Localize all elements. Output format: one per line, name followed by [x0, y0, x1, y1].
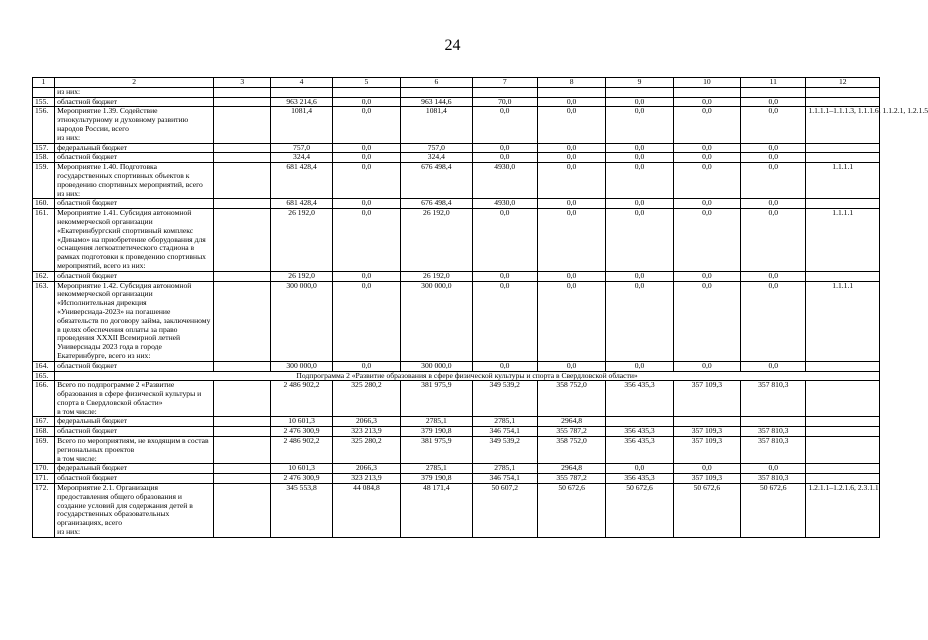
- value-cell: 50 672,6: [606, 484, 673, 538]
- value-cell: [537, 87, 605, 97]
- value-cell: 0,0: [673, 361, 740, 371]
- value-cell: 379 190,8: [401, 474, 472, 484]
- row-name: областной бюджет: [55, 97, 214, 107]
- value-cell: 0,0: [472, 209, 537, 272]
- value-cell: 2066,3: [332, 417, 400, 427]
- value-cell: 2 476 300,9: [271, 427, 332, 437]
- value-cell: 0,0: [472, 107, 537, 143]
- header-row: [33, 78, 880, 88]
- value-cell: 0,0: [472, 143, 537, 153]
- header-cell: 12: [806, 78, 880, 88]
- value-cell: 345 553,8: [271, 484, 332, 538]
- value-cell: [741, 87, 806, 97]
- value-cell: 0,0: [537, 271, 605, 281]
- header-cell: 9: [606, 78, 673, 88]
- value-cell: 0,0: [673, 143, 740, 153]
- value-cell: 323 213,9: [332, 427, 400, 437]
- value-cell: 0,0: [606, 271, 673, 281]
- value-cell: 0,0: [673, 199, 740, 209]
- value-cell: 358 752,0: [537, 381, 605, 417]
- row-name: областной бюджет: [55, 271, 214, 281]
- value-cell: [214, 143, 271, 153]
- value-cell: 349 539,2: [472, 437, 537, 464]
- table-row: [33, 107, 880, 143]
- value-cell: 0,0: [537, 199, 605, 209]
- row-number: 163.: [33, 281, 55, 361]
- value-cell: 0,0: [332, 271, 400, 281]
- row-name: областной бюджет: [55, 361, 214, 371]
- row-number: 160.: [33, 199, 55, 209]
- row-number: 166.: [33, 381, 55, 417]
- value-cell: 0,0: [606, 464, 673, 474]
- value-cell: [332, 87, 400, 97]
- value-cell: 0,0: [741, 163, 806, 199]
- value-cell: 0,0: [537, 107, 605, 143]
- table-row: [33, 281, 880, 361]
- subprogram-title: Подпрограмма 2 «Развитие образования в сфере физической культуры и спорта в Свердловской области»: [55, 371, 880, 381]
- value-cell: 2964,8: [537, 417, 605, 427]
- value-cell: 676 498,4: [401, 199, 472, 209]
- value-cell: 355 787,2: [537, 427, 605, 437]
- value-cell: 26 192,0: [401, 271, 472, 281]
- value-cell: 357 810,3: [741, 381, 806, 417]
- row-name: Мероприятие 1.40. Подготовка государственных спортивных объектов к проведению спортивных мероприятий, всего из них:: [55, 163, 214, 199]
- value-cell: [214, 464, 271, 474]
- row-name: Всего по подпрограмме 2 «Развитие образования в сфере физической культуры и спорта в Свердловской области» в том числе:: [55, 381, 214, 417]
- value-cell: 0,0: [537, 209, 605, 272]
- header-cell: 8: [537, 78, 605, 88]
- row-number: 158.: [33, 153, 55, 163]
- value-cell: 0,0: [606, 361, 673, 371]
- value-cell: 2 486 902,2: [271, 381, 332, 417]
- target-cell: 1.1.1.1: [806, 163, 880, 199]
- value-cell: 324,4: [271, 153, 332, 163]
- value-cell: 0,0: [741, 199, 806, 209]
- value-cell: 50 672,6: [673, 484, 740, 538]
- target-cell: [806, 87, 880, 97]
- value-cell: [214, 199, 271, 209]
- table-row: [33, 97, 880, 107]
- value-cell: 4930,0: [472, 163, 537, 199]
- row-name: Мероприятие 1.41. Субсидия автономной некоммерческой организации «Екатеринбургский спортивный комплекс «Динамо» на приобретение оборудования для оснащения легкоатлетического стадиона в рамках подготовки к проведению спортивных мероприятий, всего из них:: [55, 209, 214, 272]
- value-cell: 381 975,9: [401, 437, 472, 464]
- value-cell: 0,0: [332, 199, 400, 209]
- value-cell: 70,0: [472, 97, 537, 107]
- target-cell: 1.1.1.1: [806, 209, 880, 272]
- value-cell: 325 280,2: [332, 437, 400, 464]
- value-cell: 356 435,3: [606, 381, 673, 417]
- budget-table: [32, 77, 928, 538]
- row-name: федеральный бюджет: [55, 143, 214, 153]
- value-cell: 2 486 902,2: [271, 437, 332, 464]
- value-cell: 10 601,3: [271, 417, 332, 427]
- value-cell: 1081,4: [401, 107, 472, 143]
- header-cell: 6: [401, 78, 472, 88]
- value-cell: 0,0: [606, 97, 673, 107]
- header-cell: 7: [472, 78, 537, 88]
- value-cell: [214, 87, 271, 97]
- value-cell: 0,0: [741, 153, 806, 163]
- value-cell: 0,0: [741, 361, 806, 371]
- target-cell: 1.1.1.1–1.1.1.3, 1.1.1.6, 1.1.2.1, 1.2.1.5: [806, 107, 880, 143]
- table-row: [33, 153, 880, 163]
- value-cell: 2066,3: [332, 464, 400, 474]
- row-number: 155.: [33, 97, 55, 107]
- value-cell: [214, 281, 271, 361]
- row-number: 165.: [33, 371, 55, 381]
- row-name: областной бюджет: [55, 427, 214, 437]
- table-row: [33, 209, 880, 272]
- value-cell: 0,0: [606, 107, 673, 143]
- value-cell: 681 428,4: [271, 199, 332, 209]
- value-cell: 0,0: [606, 199, 673, 209]
- row-name: Всего по мероприятиям, не входящим в состав региональных проектов в том числе:: [55, 437, 214, 464]
- row-number: [33, 87, 55, 97]
- value-cell: 324,4: [401, 153, 472, 163]
- value-cell: 0,0: [606, 281, 673, 361]
- table-row: [33, 163, 880, 199]
- table-row: [33, 474, 880, 484]
- row-number: 167.: [33, 417, 55, 427]
- value-cell: 0,0: [537, 281, 605, 361]
- row-name: Мероприятие 1.42. Субсидия автономной некоммерческой организации «Исполнительная дирекция «Универсиада-2023» на погашение обязательств по договору займа, заключенному в целях обеспечения оплаты за право проведения XXXII Всемирной летней Универсиады 2023 года в городе Екатеринбурге, всего из них:: [55, 281, 214, 361]
- header-cell: 2: [55, 78, 214, 88]
- value-cell: 0,0: [332, 163, 400, 199]
- row-name: областной бюджет: [55, 474, 214, 484]
- value-cell: 357 810,3: [741, 474, 806, 484]
- row-number: 156.: [33, 107, 55, 143]
- value-cell: 26 192,0: [401, 209, 472, 272]
- value-cell: [401, 87, 472, 97]
- value-cell: 0,0: [741, 464, 806, 474]
- table-row: [33, 484, 880, 538]
- table-row: [33, 464, 880, 474]
- target-cell: [806, 427, 880, 437]
- value-cell: 0,0: [332, 209, 400, 272]
- target-cell: [806, 143, 880, 153]
- table-row: [33, 87, 880, 97]
- value-cell: 0,0: [606, 143, 673, 153]
- value-cell: 2785,1: [472, 417, 537, 427]
- value-cell: [214, 107, 271, 143]
- value-cell: 300 000,0: [271, 361, 332, 371]
- value-cell: 0,0: [673, 464, 740, 474]
- value-cell: 349 539,2: [472, 381, 537, 417]
- value-cell: 381 975,9: [401, 381, 472, 417]
- row-number: 169.: [33, 437, 55, 464]
- value-cell: 0,0: [673, 153, 740, 163]
- value-cell: 356 435,3: [606, 427, 673, 437]
- row-name: Мероприятие 2.1. Организация предоставления общего образования и создание условий для содержания детей в государственных образовательных организациях, всего из них:: [55, 484, 214, 538]
- table-row: [33, 437, 880, 464]
- target-cell: [806, 437, 880, 464]
- header-cell: 3: [214, 78, 271, 88]
- target-cell: [806, 417, 880, 427]
- header-cell: 5: [332, 78, 400, 88]
- row-number: 159.: [33, 163, 55, 199]
- page-number: 24: [444, 37, 461, 54]
- value-cell: 50 672,6: [741, 484, 806, 538]
- target-cell: 1.2.1.1–1.2.1.6, 2.3.1.1: [806, 484, 880, 538]
- value-cell: 300 000,0: [271, 281, 332, 361]
- row-name: из них:: [55, 87, 214, 97]
- row-number: 171.: [33, 474, 55, 484]
- value-cell: 0,0: [673, 271, 740, 281]
- value-cell: [214, 381, 271, 417]
- value-cell: [673, 87, 740, 97]
- value-cell: [214, 437, 271, 464]
- row-name: федеральный бюджет: [55, 464, 214, 474]
- value-cell: 0,0: [472, 281, 537, 361]
- value-cell: [214, 97, 271, 107]
- value-cell: 357 810,3: [741, 437, 806, 464]
- value-cell: 1081,4: [271, 107, 332, 143]
- value-cell: 2 476 300,9: [271, 474, 332, 484]
- value-cell: 0,0: [472, 271, 537, 281]
- value-cell: 0,0: [537, 163, 605, 199]
- value-cell: [606, 87, 673, 97]
- value-cell: 0,0: [537, 153, 605, 163]
- row-number: 168.: [33, 427, 55, 437]
- target-cell: [806, 271, 880, 281]
- value-cell: 358 752,0: [537, 437, 605, 464]
- value-cell: 356 435,3: [606, 437, 673, 464]
- value-cell: 0,0: [472, 361, 537, 371]
- row-number: 162.: [33, 271, 55, 281]
- value-cell: 0,0: [673, 107, 740, 143]
- value-cell: 10 601,3: [271, 464, 332, 474]
- value-cell: 357 109,3: [673, 381, 740, 417]
- value-cell: 26 192,0: [271, 209, 332, 272]
- header-cell: 11: [741, 78, 806, 88]
- target-cell: [806, 381, 880, 417]
- value-cell: 357 109,3: [673, 427, 740, 437]
- row-name: Мероприятие 1.39. Содействие этнокультурному и духовному развитию народов России, всего из них:: [55, 107, 214, 143]
- header-cell: 10: [673, 78, 740, 88]
- value-cell: [214, 417, 271, 427]
- table-row: [33, 143, 880, 153]
- value-cell: 2785,1: [472, 464, 537, 474]
- value-cell: 0,0: [741, 143, 806, 153]
- value-cell: 0,0: [606, 163, 673, 199]
- table-row: [33, 271, 880, 281]
- row-name: областной бюджет: [55, 153, 214, 163]
- value-cell: 2785,1: [401, 464, 472, 474]
- header-cell: 1: [33, 78, 55, 88]
- value-cell: 357 109,3: [673, 474, 740, 484]
- target-cell: [806, 464, 880, 474]
- value-cell: 0,0: [332, 107, 400, 143]
- value-cell: 346 754,1: [472, 474, 537, 484]
- value-cell: [472, 87, 537, 97]
- value-cell: [214, 271, 271, 281]
- value-cell: 0,0: [673, 209, 740, 272]
- value-cell: 325 280,2: [332, 381, 400, 417]
- value-cell: 300 000,0: [401, 281, 472, 361]
- value-cell: 26 192,0: [271, 271, 332, 281]
- value-cell: 346 754,1: [472, 427, 537, 437]
- value-cell: 0,0: [537, 97, 605, 107]
- row-number: 172.: [33, 484, 55, 538]
- header-cell: 4: [271, 78, 332, 88]
- value-cell: 0,0: [537, 361, 605, 371]
- value-cell: 0,0: [741, 271, 806, 281]
- value-cell: 0,0: [606, 209, 673, 272]
- value-cell: [214, 209, 271, 272]
- value-cell: 0,0: [741, 107, 806, 143]
- value-cell: 4930,0: [472, 199, 537, 209]
- value-cell: 681 428,4: [271, 163, 332, 199]
- value-cell: 50 607,2: [472, 484, 537, 538]
- value-cell: 44 084,8: [332, 484, 400, 538]
- value-cell: 0,0: [537, 143, 605, 153]
- row-number: 161.: [33, 209, 55, 272]
- value-cell: 676 498,4: [401, 163, 472, 199]
- value-cell: 0,0: [673, 163, 740, 199]
- value-cell: 0,0: [472, 153, 537, 163]
- value-cell: 0,0: [332, 97, 400, 107]
- value-cell: 50 672,6: [537, 484, 605, 538]
- value-cell: 48 171,4: [401, 484, 472, 538]
- value-cell: 355 787,2: [537, 474, 605, 484]
- target-cell: 1.1.1.1: [806, 281, 880, 361]
- value-cell: 0,0: [673, 97, 740, 107]
- value-cell: [214, 484, 271, 538]
- value-cell: 0,0: [332, 153, 400, 163]
- value-cell: 0,0: [332, 143, 400, 153]
- row-number: 170.: [33, 464, 55, 474]
- value-cell: [271, 87, 332, 97]
- value-cell: [214, 163, 271, 199]
- value-cell: 323 213,9: [332, 474, 400, 484]
- value-cell: 0,0: [673, 281, 740, 361]
- value-cell: 2964,8: [537, 464, 605, 474]
- value-cell: 757,0: [271, 143, 332, 153]
- value-cell: 357 109,3: [673, 437, 740, 464]
- value-cell: 0,0: [332, 361, 400, 371]
- value-cell: 757,0: [401, 143, 472, 153]
- value-cell: 0,0: [606, 153, 673, 163]
- value-cell: 379 190,8: [401, 427, 472, 437]
- row-number: 164.: [33, 361, 55, 371]
- value-cell: 963 214,6: [271, 97, 332, 107]
- table-row: [33, 361, 880, 371]
- table-row: [33, 417, 880, 427]
- value-cell: 357 810,3: [741, 427, 806, 437]
- value-cell: [214, 361, 271, 371]
- value-cell: 0,0: [741, 209, 806, 272]
- value-cell: 0,0: [741, 281, 806, 361]
- row-number: 157.: [33, 143, 55, 153]
- value-cell: 0,0: [741, 97, 806, 107]
- value-cell: 0,0: [332, 281, 400, 361]
- value-cell: [214, 427, 271, 437]
- row-name: областной бюджет: [55, 199, 214, 209]
- value-cell: [214, 474, 271, 484]
- value-cell: 963 144,6: [401, 97, 472, 107]
- table-row: [33, 381, 880, 417]
- value-cell: 356 435,3: [606, 474, 673, 484]
- target-cell: [806, 361, 880, 371]
- value-cell: 2785,1: [401, 417, 472, 427]
- row-name: федеральный бюджет: [55, 417, 214, 427]
- value-cell: 300 000,0: [401, 361, 472, 371]
- value-cell: [214, 153, 271, 163]
